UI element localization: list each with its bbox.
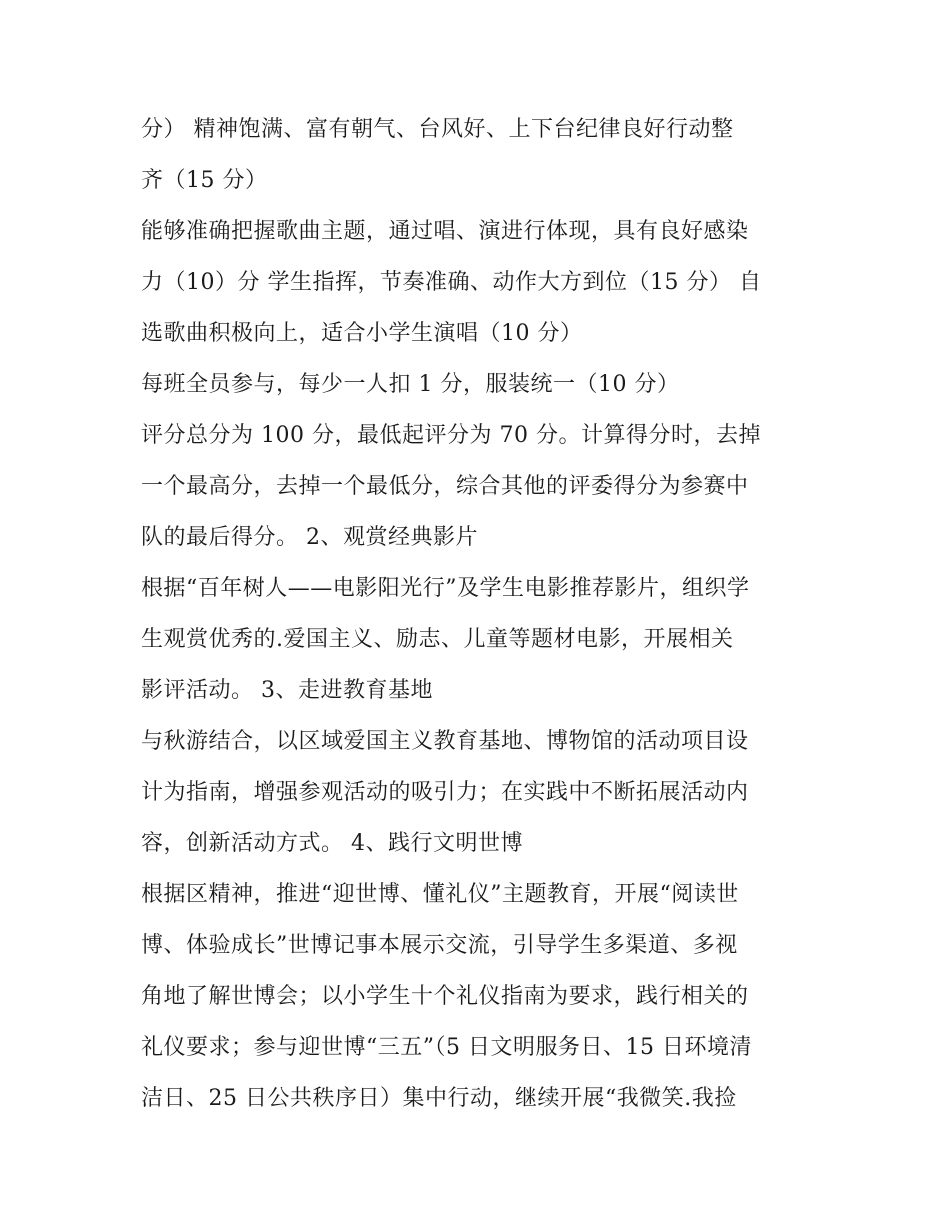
text-line: 力（10）分 学生指挥，节奏准确、动作大方到位（15 分） 自 <box>141 270 762 295</box>
text-line: 每班全员参与，每少一人扣 1 分，服装统一（10 分） <box>141 372 680 397</box>
text-line: 与秋游结合，以区域爱国主义教育基地、博物馆的活动项目设 <box>141 729 749 754</box>
text-line: 计为指南，增强参观活动的吸引力；在实践中不断拓展活动内 <box>141 780 749 805</box>
text-line: 评分总分为 100 分，最低起评分为 70 分。计算得分时，去掉 <box>141 423 761 448</box>
text-line: 根据“百年树人——电影阳光行”及学生电影推荐影片，组织学 <box>141 576 750 601</box>
text-line: 分） 精神饱满、富有朝气、台风好、上下台纪律良好行动整 <box>141 117 734 142</box>
text-line: 一个最高分，去掉一个最低分，综合其他的评委得分为参赛中 <box>141 474 749 499</box>
text-line: 礼仪要求；参与迎世博“三五”（5 日文明服务日、15 日环境清 <box>141 1035 752 1060</box>
text-line: 根据区精神，推进“迎世博、懂礼仪”主题教育，开展“阅读世 <box>141 882 739 907</box>
text-line: 选歌曲积极向上，适合小学生演唱（10 分） <box>141 321 583 346</box>
text-line: 影评活动。 3、走进教育基地 <box>141 678 433 703</box>
text-line: 博、体验成长”世博记事本展示交流，引导学生多渠道、多视 <box>141 933 738 958</box>
text-line: 容，创新活动方式。 4、践行文明世博 <box>141 831 523 856</box>
text-line: 角地了解世博会；以小学生十个礼仪指南为要求，践行相关的 <box>141 984 749 1009</box>
document-body <box>141 104 821 1124</box>
text-line: 生观赏优秀的.爱国主义、励志、儿童等题材电影，开展相关 <box>141 627 734 652</box>
text-line: 齐（15 分） <box>141 168 268 193</box>
text-line: 能够准确把握歌曲主题，通过唱、演进行体现，具有良好感染 <box>141 219 749 244</box>
text-line: 洁日、25 日公共秩序日）集中行动，继续开展“我微笑.我捡 <box>141 1086 737 1111</box>
text-line: 队的最后得分。 2、观赏经典影片 <box>141 525 478 550</box>
